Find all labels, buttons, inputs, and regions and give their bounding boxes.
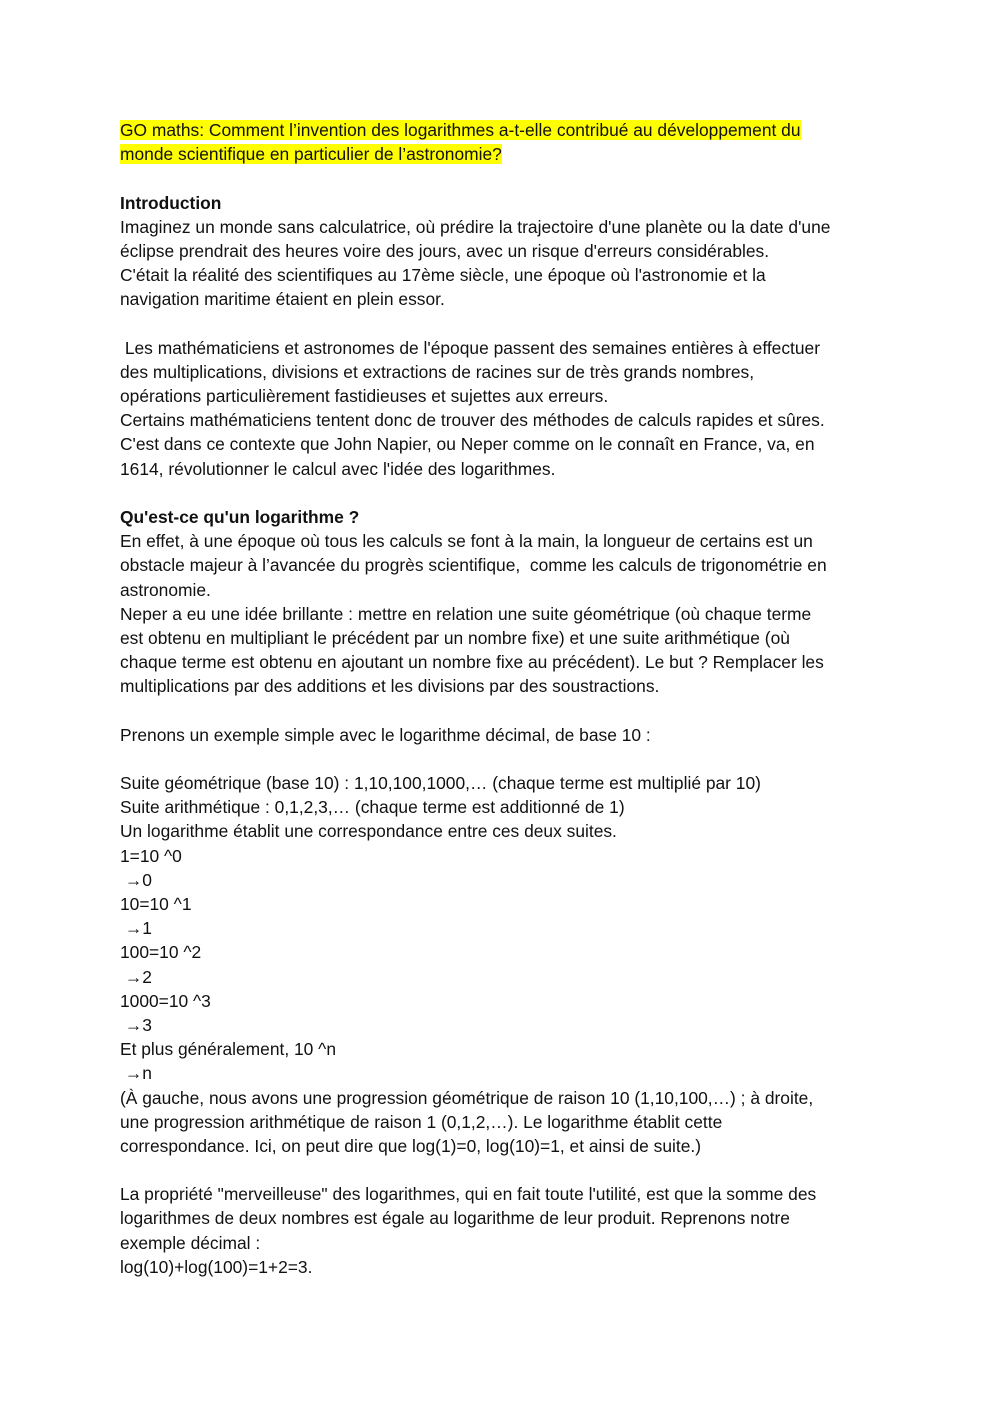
section2-p2-line: Prenons un exemple simple avec le logarithme décimal, de base 10 :	[120, 724, 651, 745]
section2-p3-line: 1=10 ^0	[120, 845, 182, 866]
section2-p3-line: une progression arithmétique de raison 1 (0,1,2,…). Le logarithme établit cette	[120, 1111, 723, 1132]
spacer	[120, 747, 880, 771]
intro-p1-line: éclipse prendrait des heures voire des jours, avec un risque d'erreurs considérables.	[120, 240, 770, 261]
spacer	[120, 481, 880, 505]
intro-p2-line: des multiplications, divisions et extractions de racines sur de très grands nombres,	[120, 361, 755, 382]
title-line-2	[120, 142, 880, 166]
section2-p4-line: exemple décimal :	[120, 1232, 261, 1253]
section2-p3-line: →n	[120, 1063, 152, 1084]
section2-p3-line: correspondance. Ici, on peut dire que log(1)=0, log(10)=1, et ainsi de suite.)	[120, 1135, 702, 1156]
section2-p3-line: →2	[120, 966, 152, 987]
section2-p3-line: 1000=10 ^3	[120, 990, 211, 1011]
section2-p1-line: multiplications par des additions et les divisions par des soustractions.	[120, 676, 660, 697]
section2-p3-line: 10=10 ^1	[120, 894, 192, 914]
section2-p3-line: 100=10 ^2	[120, 942, 202, 963]
section2-p3-line: Suite géométrique (base 10) : 1,10,100,1000,… (chaque terme est multiplié par 10)	[120, 773, 761, 794]
spacer	[120, 699, 880, 723]
title-line-1	[120, 118, 880, 142]
intro-heading: Introduction	[120, 192, 222, 213]
section2-p3-line: →3	[120, 1014, 152, 1035]
intro-p2-line: 1614, révolutionner le calcul avec l'idée des logarithmes.	[120, 458, 556, 479]
section2-p1-line: obstacle majeur à l’avancée du progrès scientifique, comme les calculs de trigonométrie en	[120, 555, 827, 576]
intro-p1-line: C'était la réalité des scientifiques au 17ème siècle, une époque où l'astronomie et la	[120, 265, 766, 286]
spacer	[120, 166, 880, 190]
intro-p1-line: navigation maritime étaient en plein essor.	[120, 289, 445, 310]
section2-p4-line: log(10)+log(100)=1+2=3.	[120, 1256, 313, 1277]
title-highlight-2: monde scientifique en particulier de l’astronomie?	[120, 144, 502, 165]
section2-p1-line: est obtenu en multipliant le précédent par un nombre fixe) et une suite arithmétique (où	[120, 627, 790, 648]
section2-p3-line: Et plus généralement, 10 ^n	[120, 1039, 337, 1060]
intro-p2-line: Certains mathématiciens tentent donc de trouver des méthodes de calculs rapides et sûres.	[120, 410, 825, 431]
section2-p1-line: Neper a eu une idée brillante : mettre en relation une suite géométrique (où chaque terme	[120, 603, 812, 624]
section2-p4-line: logarithmes de deux nombres est égale au logarithme de leur produit. Reprenons notre	[120, 1208, 790, 1229]
section2-p3-line: →1	[120, 918, 152, 939]
intro-p2-line: Les mathématiciens et astronomes de l'époque passent des semaines entières à effectuer	[120, 337, 820, 358]
section2-p1-line: astronomie.	[120, 579, 211, 600]
title-highlight-1: GO maths: Comment l’invention des logarithmes a-t-elle contribué au développement du	[120, 120, 801, 140]
document-page	[120, 118, 880, 1279]
spacer	[120, 312, 880, 336]
section2-p3-line: (À gauche, nous avons une progression géométrique de raison 10 (1,10,100,…) ; à droite,	[120, 1087, 814, 1108]
section2-p3-line: →0	[120, 869, 152, 890]
section2-p4-line: La propriété "merveilleuse" des logarithmes, qui en fait toute l'utilité, est que la somme des	[120, 1184, 817, 1205]
section2-p1-line: En effet, à une époque où tous les calculs se font à la main, la longueur de certains est un	[120, 531, 813, 552]
section2-p3-line: Un logarithme établit une correspondance entre ces deux suites.	[120, 821, 617, 842]
intro-p2-line: opérations particulièrement fastidieuses et sujettes aux erreurs.	[120, 386, 609, 407]
spacer	[120, 1158, 880, 1182]
section2-p3-line: Suite arithmétique : 0,1,2,3,… (chaque terme est additionné de 1)	[120, 797, 625, 818]
section2-heading: Qu'est-ce qu'un logarithme ?	[120, 507, 360, 527]
intro-p2-line: C'est dans ce contexte que John Napier, ou Neper comme on le connaît en France, va, en	[120, 434, 815, 455]
section2-p1-line: chaque terme est obtenu en ajoutant un nombre fixe au précédent). Le but ? Remplacer les	[120, 652, 824, 673]
intro-p1-line: Imaginez un monde sans calculatrice, où prédire la trajectoire d'une planète ou la date d'une	[120, 216, 831, 237]
